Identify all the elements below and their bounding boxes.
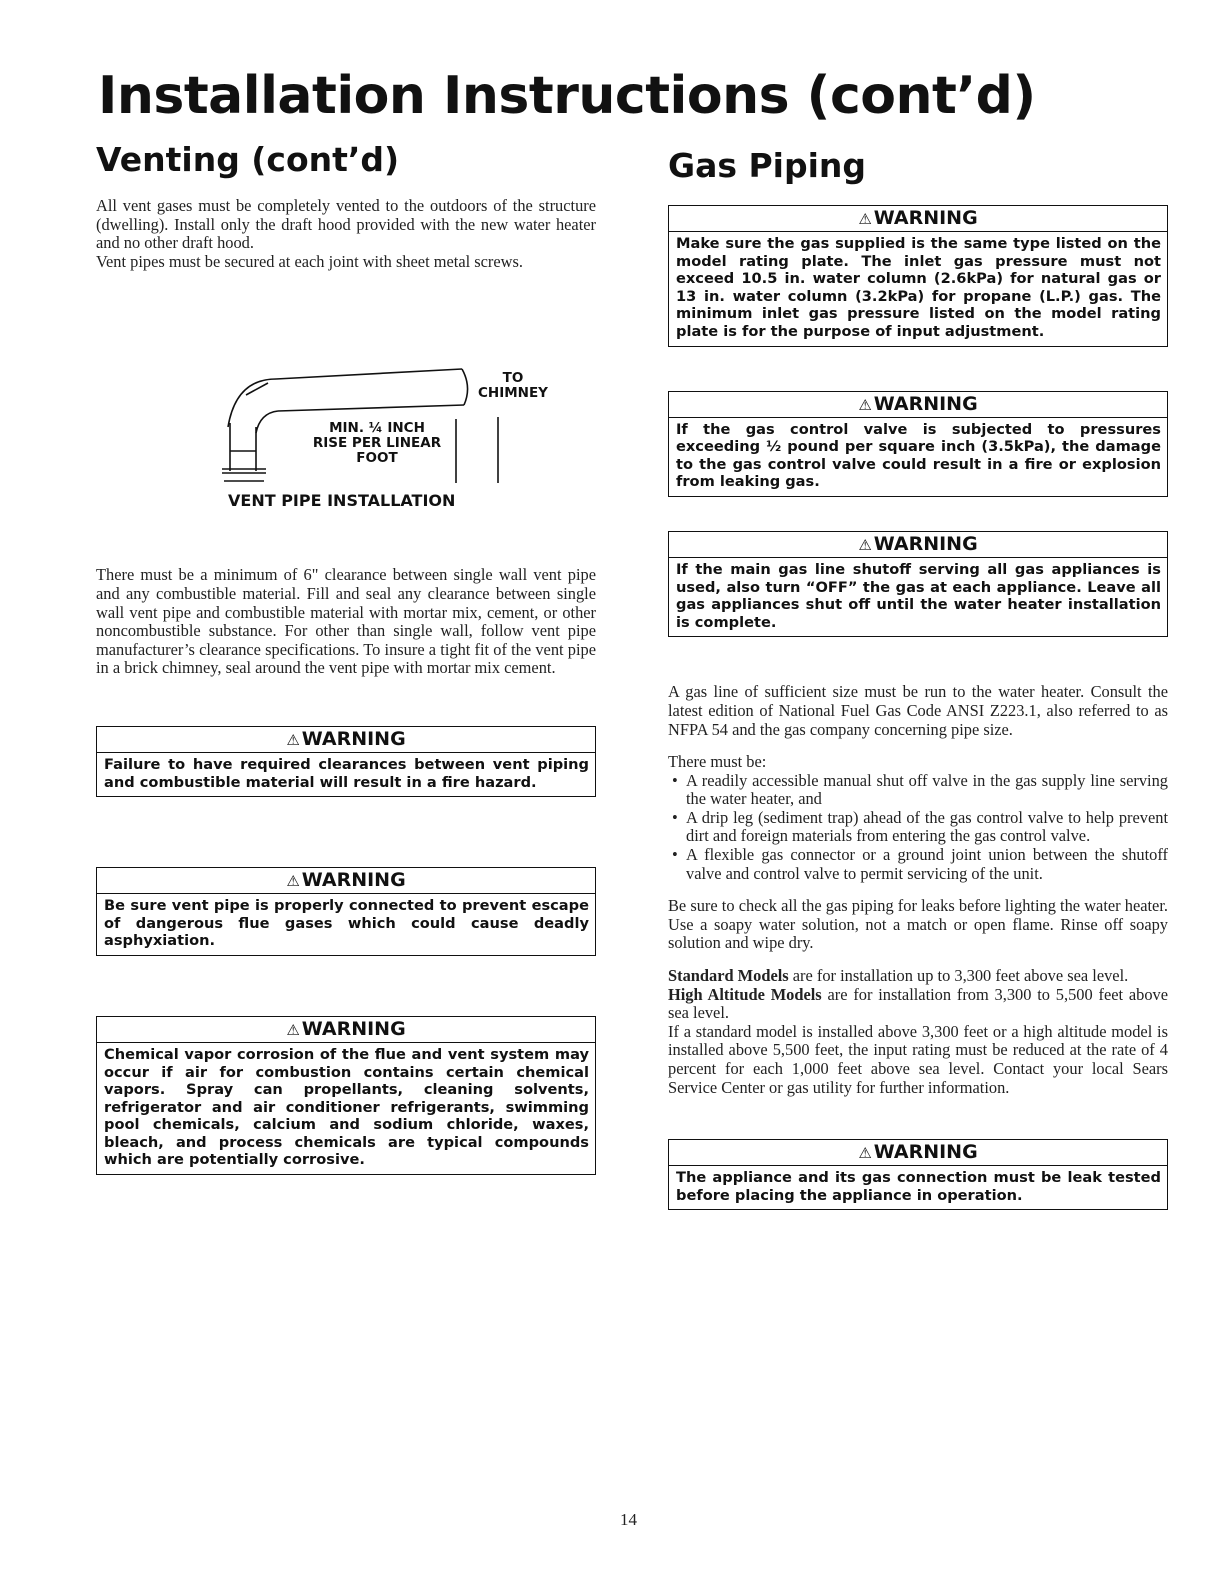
standard-models-para: [668, 967, 1168, 986]
warning-header: [97, 1017, 595, 1043]
derate-text: If a standard model is installed above 3,300 feet or a high altitude model is installed above 5,500 feet, the input rating must be reduced at the rate of 4 percent for each 1,000 feet above sea level. Contact your local Sears Service Center or gas utility for further information.: [668, 1021, 1168, 1097]
high-altitude-lead: High Altitude Models: [668, 984, 822, 1004]
to-chimney-label: [478, 371, 548, 401]
warning-text: If the main gas line shutoff serving all gas appliances is used, also turn “OFF” the gas at each appliance. Leave all gas appliances shut off until the water heater installation is complete.: [676, 560, 1161, 631]
warning-chemical-vapor: [96, 1016, 596, 1175]
warning-triangle-icon: ⚠: [286, 1020, 300, 1039]
list-item: • A readily accessible manual shut off valve in the gas supply line serving the water heater, and: [668, 772, 1168, 809]
high-altitude-para: [668, 986, 1168, 1023]
warning-title: WARNING: [873, 532, 978, 555]
warning-title: WARNING: [301, 1017, 406, 1040]
warning-gas-type: [668, 205, 1168, 347]
warning-triangle-icon: ⚠: [858, 535, 872, 554]
warning-header: [669, 392, 1167, 418]
warning-text: If the gas control valve is subjected to pressures exceeding ½ pound per square inch (3.5kPa), the damage to the gas control valve could result in a fire or explosion from leaking gas.: [676, 420, 1161, 491]
warning-header: [669, 206, 1167, 232]
warning-title: WARNING: [873, 392, 978, 415]
warning-triangle-icon: ⚠: [858, 1144, 872, 1163]
gas-line-text: A gas line of sufficient size must be run to the water heater. Consult the latest edition of National Fuel Gas Code ANSI Z223.1, also referred to as NFPA 54 and the gas company concerning pipe size.: [668, 682, 1168, 739]
warning-control-valve-pressure: [668, 391, 1168, 497]
venting-intro-1: All vent gases must be completely vented to the outdoors of the structure (dwelling). Install only the draft hood provided with the new water heater and no other draft hood.: [96, 196, 596, 253]
requirements-list: [668, 772, 1168, 884]
page-number: 14: [620, 1510, 637, 1529]
rise-line-1: MIN. ¼ INCH: [329, 420, 425, 437]
clearance-text: There must be a minimum of 6" clearance between single wall vent pipe and any combustible material. Fill and seal any clearance between single wall vent pipe and combustible material with mortar mix, cement, or other noncombustible substance. For other than single wall, follow vent pipe manufacturer’s clearance specifications. To insure a tight fit of the vent pipe in a brick chimney, seal around the vent pipe with mortar mix cement.: [96, 565, 596, 678]
leak-check-text: Be sure to check all the gas piping for leaks before lighting the water heater. Use a soapy water solution, not a match or open flame. Rinse off soapy solution and wipe dry.: [668, 896, 1168, 953]
there-must-be-block: [668, 753, 1168, 883]
warning-header: [669, 1140, 1167, 1166]
warning-triangle-icon: ⚠: [858, 395, 872, 414]
warning-header: [97, 868, 595, 894]
page-title: Installation Instructions (cont’d): [98, 66, 1036, 126]
warning-text: Be sure vent pipe is properly connected to prevent escape of dangerous flue gases which could cause deadly asphyxiation.: [104, 897, 589, 950]
warning-text: Failure to have required clearances between vent piping and combustible material will result in a fire hazard.: [104, 755, 589, 791]
to-chimney-line-2: CHIMNEY: [478, 385, 548, 402]
warning-vent-connection: [96, 867, 596, 956]
warning-header: [669, 532, 1167, 558]
vent-pipe-diagram: [96, 323, 596, 483]
altitude-block: [668, 967, 1168, 1097]
warning-main-shutoff: [668, 531, 1168, 637]
venting-intro-2: Vent pipes must be secured at each joint with sheet metal screws.: [96, 251, 523, 271]
warning-text: Chemical vapor corrosion of the flue and vent system may occur if air for combustion contains certain chemical vapors. Spray can propellants, cleaning solvents, refrigerator and air conditioner refrigerants, swimming pool chemicals, calcium and sodium chloride, waxes, bleach, and process chemicals are typical compounds which are potentially corrosive.: [104, 1045, 589, 1169]
venting-heading: Venting (cont’d): [96, 140, 400, 179]
warning-title: WARNING: [301, 727, 406, 750]
warning-clearance: [96, 726, 596, 797]
warning-triangle-icon: ⚠: [286, 872, 300, 891]
standard-models-text: are for installation up to 3,300 feet above sea level.: [788, 966, 1129, 986]
there-must-be: There must be:: [668, 752, 767, 772]
gas-piping-heading: Gas Piping: [668, 146, 867, 185]
gas-piping-column: [668, 146, 1168, 1210]
warning-triangle-icon: ⚠: [286, 730, 300, 749]
rise-line-2: RISE PER LINEAR: [312, 435, 442, 452]
list-item: • A flexible gas connector or a ground joint union between the shutoff valve and control valve to permit servicing of the unit.: [668, 846, 1168, 883]
warning-title: WARNING: [873, 1141, 978, 1164]
warning-title: WARNING: [873, 207, 978, 229]
venting-column: [96, 140, 596, 1175]
warning-text: Make sure the gas supplied is the same type listed on the model rating plate. The inlet gas pressure must not exceed 10.5 in. water column (2.6kPa) for natural gas or 13 in. water column (3.2kPa) for propane (L.P.) gas. The minimum inlet gas pressure listed on the model rating plate is for the purpose of input adjustment.: [676, 235, 1161, 340]
rise-line-3: FOOT: [356, 450, 398, 467]
warning-text: The appliance and its gas connection must be leak tested before placing the appliance in operation.: [676, 1169, 1161, 1204]
venting-intro: [96, 197, 596, 271]
vent-pipe-caption: VENT PIPE INSTALLATION: [228, 491, 456, 511]
warning-title: WARNING: [301, 869, 406, 892]
standard-models-lead: Standard Models: [668, 966, 789, 986]
to-chimney-line-1: TO: [502, 370, 524, 387]
warning-leak-test: [668, 1139, 1168, 1210]
list-item: • A drip leg (sediment trap) ahead of the gas control valve to help prevent dirt and foreign materials from entering the gas control valve.: [668, 809, 1168, 846]
warning-triangle-icon: ⚠: [858, 210, 872, 228]
warning-header: [97, 727, 595, 753]
rise-label: [302, 421, 452, 466]
high-altitude-text: are for installation from 3,300 to 5,500 feet above sea level.: [668, 984, 1168, 1023]
